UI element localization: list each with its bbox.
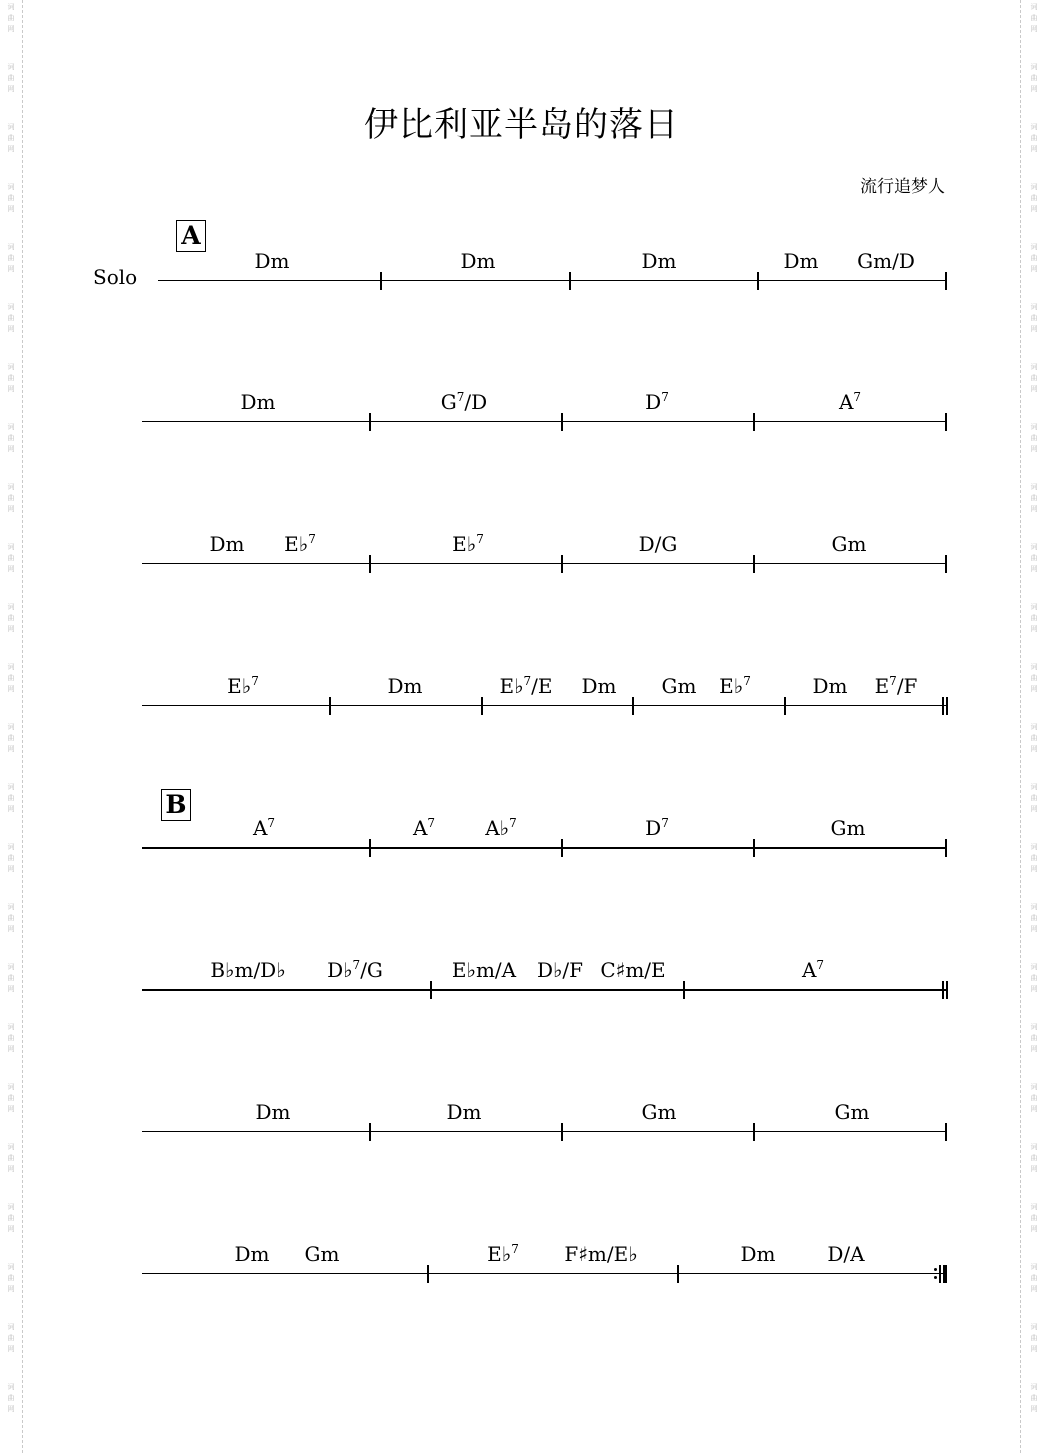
barline bbox=[784, 697, 786, 715]
end-barline bbox=[945, 413, 947, 431]
watermark-text: 词 曲 网 bbox=[7, 303, 15, 333]
chord-symbol: D♭$^7$/G bbox=[327, 958, 383, 982]
chord-symbol: $E^7/F$ bbox=[874, 674, 918, 698]
double-barline bbox=[946, 697, 948, 715]
barline bbox=[753, 839, 755, 857]
chord-symbol: Dm bbox=[460, 249, 496, 273]
barline bbox=[677, 1265, 679, 1283]
watermark-text: 词 曲 网 bbox=[1030, 303, 1038, 333]
watermark-text: 词 曲 网 bbox=[1030, 1203, 1038, 1233]
chord-symbol: $D^7$ bbox=[645, 816, 669, 840]
watermark-text: 词 曲 网 bbox=[1030, 783, 1038, 813]
watermark-text: 词 曲 网 bbox=[7, 783, 15, 813]
chord-symbol: Dm bbox=[255, 1100, 291, 1124]
watermark-text: 词 曲 网 bbox=[7, 483, 15, 513]
barline bbox=[561, 555, 563, 573]
barline bbox=[329, 697, 331, 715]
chord-symbol: E♭$^7$ bbox=[719, 674, 751, 698]
watermark-text: 词 曲 网 bbox=[7, 1263, 15, 1293]
watermark-text: 词 曲 网 bbox=[1030, 1263, 1038, 1293]
chord-symbol: E♭m/A bbox=[451, 958, 517, 982]
barline bbox=[561, 1123, 563, 1141]
chord-symbol: E♭$^7$ bbox=[452, 532, 484, 556]
watermark-text: 词 曲 网 bbox=[7, 903, 15, 933]
double-barline bbox=[946, 981, 948, 999]
watermark-text: 词 曲 网 bbox=[7, 603, 15, 633]
barline bbox=[369, 555, 371, 573]
watermark-text: 词 曲 网 bbox=[7, 1083, 15, 1113]
watermark-text: 词 曲 网 bbox=[1030, 843, 1038, 873]
watermark-text: 词 曲 网 bbox=[1030, 543, 1038, 573]
end-barline bbox=[945, 839, 947, 857]
chord-symbol: E♭$^7$/E bbox=[499, 674, 553, 698]
chord-symbol: Gm bbox=[830, 816, 866, 840]
watermark-text: 词 曲 网 bbox=[7, 243, 15, 273]
repeat-dot bbox=[934, 1268, 937, 1271]
repeat-dot bbox=[934, 1276, 937, 1279]
chord-symbol: E♭$^7$ bbox=[487, 1242, 519, 1266]
barline bbox=[427, 1265, 429, 1283]
watermark-text: 词 曲 网 bbox=[1030, 183, 1038, 213]
watermark-text: 词 曲 网 bbox=[1030, 243, 1038, 273]
chord-symbol: Dm bbox=[240, 390, 276, 414]
chord-symbol: Gm bbox=[831, 532, 867, 556]
watermark-text: 词 曲 网 bbox=[7, 423, 15, 453]
watermark-text: 词 曲 网 bbox=[7, 3, 15, 33]
watermark-text: 词 曲 网 bbox=[1030, 1083, 1038, 1113]
staff-line bbox=[142, 1131, 946, 1132]
watermark-text: 词 曲 网 bbox=[1030, 1143, 1038, 1173]
watermark-text: 词 曲 网 bbox=[1030, 363, 1038, 393]
watermark-text: 词 曲 网 bbox=[1030, 663, 1038, 693]
barline bbox=[561, 413, 563, 431]
chord-symbol: Dm bbox=[641, 249, 677, 273]
right-margin-border bbox=[1020, 0, 1021, 1453]
rehearsal-mark: A bbox=[176, 220, 206, 252]
chord-symbol: Gm/D bbox=[857, 249, 915, 273]
barline bbox=[481, 697, 483, 715]
chord-symbol: D/A bbox=[827, 1242, 865, 1266]
watermark-text: 词 曲 网 bbox=[7, 543, 15, 573]
chord-symbol: Dm bbox=[209, 532, 245, 556]
barline bbox=[430, 981, 432, 999]
chord-symbol: $A^7$ bbox=[412, 816, 436, 840]
staff-line bbox=[142, 563, 946, 564]
double-barline bbox=[942, 981, 944, 999]
chord-symbol: Dm bbox=[740, 1242, 776, 1266]
repeat-barline bbox=[943, 1265, 947, 1283]
chord-symbol: D♭/F bbox=[536, 958, 584, 982]
watermark-text: 词 曲 网 bbox=[1030, 903, 1038, 933]
watermark-text: 词 曲 网 bbox=[7, 1383, 15, 1413]
double-barline bbox=[942, 697, 944, 715]
chord-symbol: F♯m/E♭ bbox=[564, 1242, 638, 1266]
chord-symbol: $D^7$ bbox=[645, 390, 669, 414]
barline bbox=[569, 272, 571, 290]
staff-line bbox=[158, 280, 946, 281]
barline bbox=[369, 839, 371, 857]
barline bbox=[369, 1123, 371, 1141]
watermark-text: 词 曲 网 bbox=[1030, 1383, 1038, 1413]
watermark-text: 词 曲 网 bbox=[1030, 963, 1038, 993]
composer-credit: 流行追梦人 bbox=[860, 177, 945, 197]
chord-symbol: Dm bbox=[581, 674, 617, 698]
watermark-text: 词 曲 网 bbox=[7, 843, 15, 873]
watermark-text: 词 曲 网 bbox=[7, 123, 15, 153]
staff-line bbox=[142, 1273, 946, 1274]
chord-symbol: E♭$^7$ bbox=[284, 532, 316, 556]
repeat-barline bbox=[939, 1265, 941, 1283]
chord-symbol: Dm bbox=[234, 1242, 270, 1266]
barline bbox=[632, 697, 634, 715]
chord-symbol: Dm bbox=[446, 1100, 482, 1124]
staff-line bbox=[142, 421, 946, 422]
watermark-text: 词 曲 网 bbox=[7, 1143, 15, 1173]
left-margin-border bbox=[22, 0, 23, 1453]
chord-symbol: $A^7$ bbox=[801, 958, 825, 982]
barline bbox=[753, 1123, 755, 1141]
barline bbox=[369, 413, 371, 431]
end-barline bbox=[945, 1123, 947, 1141]
chord-symbol: Gm bbox=[304, 1242, 340, 1266]
page-title: 伊比利亚半岛的落日 bbox=[364, 105, 679, 145]
barline bbox=[753, 555, 755, 573]
chord-symbol: Gm bbox=[641, 1100, 677, 1124]
chord-symbol: Dm bbox=[254, 249, 290, 273]
watermark-text: 词 曲 网 bbox=[1030, 723, 1038, 753]
staff-line bbox=[142, 705, 946, 706]
watermark-text: 词 曲 网 bbox=[1030, 603, 1038, 633]
chord-symbol: C♯m/E bbox=[600, 958, 666, 982]
watermark-text: 词 曲 网 bbox=[7, 723, 15, 753]
instrument-label: Solo bbox=[93, 265, 138, 289]
barline bbox=[380, 272, 382, 290]
chord-symbol: A♭$^7$ bbox=[485, 816, 517, 840]
watermark-text: 词 曲 网 bbox=[7, 1023, 15, 1053]
chord-symbol: $A^7$ bbox=[252, 816, 276, 840]
watermark-text: 词 曲 网 bbox=[1030, 423, 1038, 453]
barline bbox=[683, 981, 685, 999]
watermark-text: 词 曲 网 bbox=[1030, 483, 1038, 513]
watermark-text: 词 曲 网 bbox=[7, 63, 15, 93]
end-barline bbox=[945, 272, 947, 290]
watermark-text: 词 曲 网 bbox=[1030, 1323, 1038, 1353]
rehearsal-mark: B bbox=[161, 789, 191, 821]
staff-line bbox=[142, 989, 946, 991]
watermark-text: 词 曲 网 bbox=[1030, 63, 1038, 93]
watermark-text: 词 曲 网 bbox=[7, 363, 15, 393]
chord-symbol: Dm bbox=[783, 249, 819, 273]
watermark-text: 词 曲 网 bbox=[7, 1203, 15, 1233]
barline bbox=[757, 272, 759, 290]
barline bbox=[561, 839, 563, 857]
staff-line bbox=[142, 847, 946, 849]
chord-symbol: Gm bbox=[661, 674, 697, 698]
watermark-text: 词 曲 网 bbox=[7, 1323, 15, 1353]
barline bbox=[753, 413, 755, 431]
watermark-text: 词 曲 网 bbox=[1030, 1023, 1038, 1053]
end-barline bbox=[945, 555, 947, 573]
chord-symbol: Dm bbox=[387, 674, 423, 698]
chord-symbol: D/G bbox=[638, 532, 678, 556]
watermark-text: 词 曲 网 bbox=[7, 963, 15, 993]
chord-symbol: $G^7/D$ bbox=[440, 390, 488, 414]
watermark-text: 词 曲 网 bbox=[7, 663, 15, 693]
chord-symbol: E♭$^7$ bbox=[227, 674, 259, 698]
watermark-text: 词 曲 网 bbox=[1030, 123, 1038, 153]
watermark-text: 词 曲 网 bbox=[1030, 3, 1038, 33]
chord-symbol: Dm bbox=[812, 674, 848, 698]
chord-symbol: B♭m/D♭ bbox=[210, 958, 286, 982]
watermark-text: 词 曲 网 bbox=[7, 183, 15, 213]
chord-symbol: $A^7$ bbox=[838, 390, 862, 414]
chord-symbol: Gm bbox=[834, 1100, 870, 1124]
